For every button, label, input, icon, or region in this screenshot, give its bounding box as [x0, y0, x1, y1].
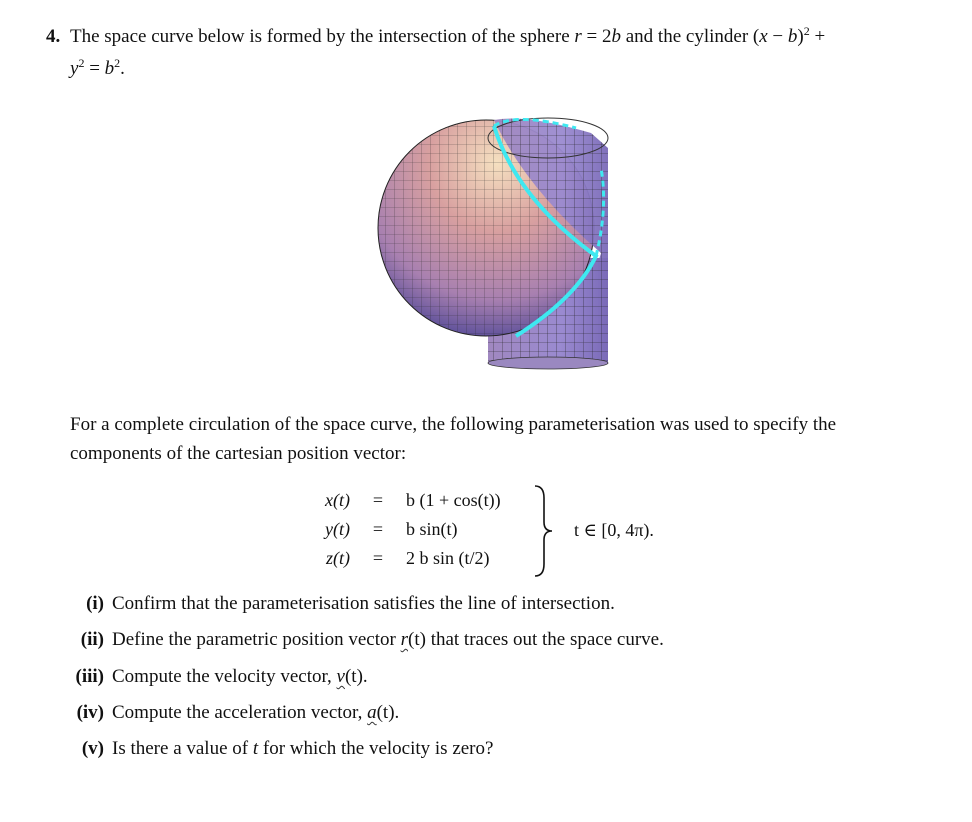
item-label: (ii) [80, 629, 104, 650]
item-text: Compute the velocity vector, [112, 666, 337, 687]
math-r: r [574, 26, 582, 47]
math-b3: b [104, 58, 115, 79]
math-plus: + [809, 26, 826, 47]
sub-question-v [70, 738, 493, 760]
eq-sign: = [372, 548, 384, 568]
right-brace-icon [532, 484, 554, 578]
math-minus: − [767, 26, 788, 47]
eq-lhs: z(t) [326, 548, 350, 568]
question-intro-line1 [70, 26, 825, 48]
intro-text-b: and the cylinder ( [621, 26, 760, 47]
question-number: 4. [46, 26, 61, 47]
parameter-domain: t ∈ [0, 4π). [574, 520, 654, 540]
equation-z [290, 548, 490, 569]
item-text: Compute the acceleration vector, [112, 702, 368, 723]
item-arg: (t) [376, 702, 395, 723]
math-exp: 2 [803, 24, 810, 38]
vector-a: a [367, 702, 377, 723]
item-text-b: . [362, 666, 368, 687]
intro-text: The space curve below is formed by the intersection of the sphere [70, 26, 575, 47]
math-eq2: = [84, 58, 105, 79]
eq-rhs: b sin(t) [406, 519, 458, 539]
eq-sign: = [372, 490, 384, 510]
period: . [120, 58, 125, 79]
sub-question-i [70, 593, 615, 615]
eq-lhs: x(t) [325, 490, 350, 510]
vector-v: v [336, 666, 345, 687]
vector-r: r [400, 629, 408, 650]
eq-lhs: y(t) [325, 519, 350, 539]
item-text: Define the parametric position vector [112, 629, 401, 650]
item-text-b: . [394, 702, 400, 723]
sub-question-ii [70, 629, 664, 651]
math-x: x [759, 26, 768, 47]
math-y: y [70, 58, 79, 79]
equation-y [290, 519, 458, 540]
item-arg: (t) [408, 629, 426, 650]
eq-rhs: b (1 + cos(t)) [406, 490, 501, 510]
math-eq: = 2 [581, 26, 612, 47]
paragraph-line1: For a complete circulation of the space curve, the following parameterisation was used to specify the [70, 414, 837, 435]
question-intro-line2 [70, 58, 125, 80]
sub-question-iv [70, 702, 399, 724]
item-arg: (t) [344, 666, 363, 687]
sub-question-iii [70, 666, 368, 688]
eq-rhs: 2 b sin (t/2) [406, 548, 490, 568]
math-t: t [252, 738, 259, 759]
item-text-b: for which the velocity is zero? [258, 738, 494, 759]
math-exp-y: 2 [78, 56, 85, 70]
item-label: (iv) [76, 702, 104, 723]
item-text: Confirm that the parameterisation satisfies the line of intersection. [112, 593, 615, 614]
sphere-cylinder-figure [376, 108, 616, 370]
item-label: (i) [86, 593, 104, 614]
equation-x [290, 490, 501, 511]
math-paren: ) [797, 26, 804, 47]
math-b: b [611, 26, 621, 47]
math-exp-b: 2 [114, 56, 121, 70]
item-text-b: that traces out the space curve. [425, 629, 664, 650]
paragraph-line2: components of the cartesian position vector: [70, 443, 407, 464]
eq-sign: = [372, 519, 384, 539]
item-label: (v) [81, 738, 104, 759]
math-b2: b [787, 26, 798, 47]
item-label: (iii) [75, 666, 104, 687]
item-text: Is there a value of [112, 738, 253, 759]
